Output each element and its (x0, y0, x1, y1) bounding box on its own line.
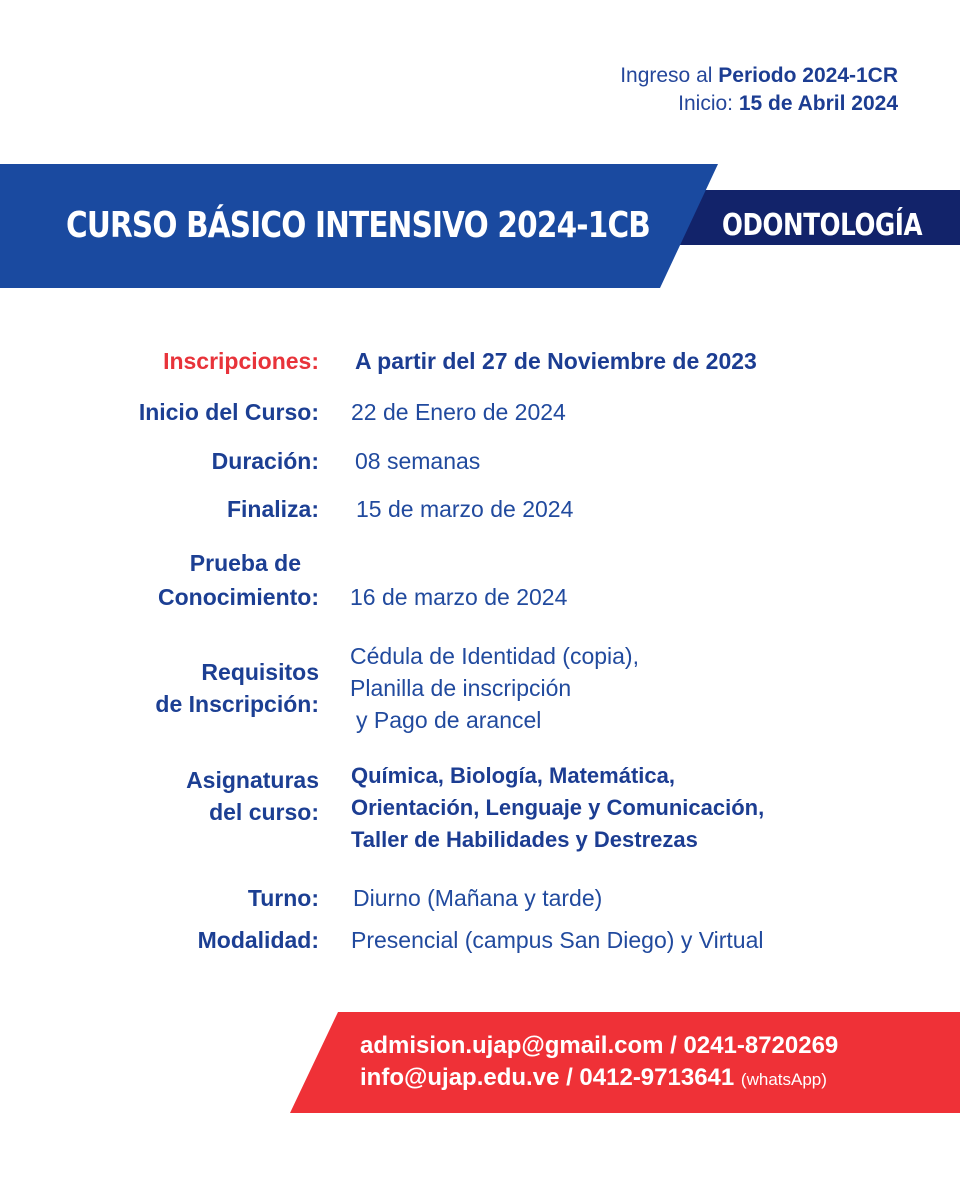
label-inscripciones: Inscripciones: (163, 348, 319, 374)
value-asignaturas (351, 760, 764, 856)
requisito-line: Planilla de inscripción (350, 675, 572, 701)
label-asignaturas-line1: Asignaturas (186, 767, 319, 793)
start-line (620, 90, 898, 118)
period-line (620, 62, 898, 90)
label-modalidad: Modalidad: (197, 927, 319, 953)
label-turno: Turno: (247, 885, 319, 911)
whatsapp-note: (whatsApp) (740, 1070, 827, 1089)
asignatura-line: Taller de Habilidades y Destrezas (351, 827, 698, 852)
period-prefix: Ingreso al (620, 64, 713, 87)
period-value: Periodo 2024-1CR (718, 64, 898, 87)
contact-info (360, 1030, 838, 1096)
asignatura-line: Química, Biología, Matemática, (351, 763, 675, 788)
value-prueba: 16 de marzo de 2024 (350, 584, 568, 610)
label-prueba-line2: Conocimiento: (158, 584, 319, 610)
label-asignaturas-line2: del curso: (209, 799, 319, 825)
label-requisitos-line2: de Inscripción: (155, 691, 319, 717)
value-requisitos (350, 640, 639, 736)
label-finaliza: Finaliza: (226, 496, 319, 522)
value-inscripciones: A partir del 27 de Noviembre de 2023 (355, 348, 757, 374)
value-modalidad: Presencial (campus San Diego) y Virtual (351, 927, 764, 953)
career-tag: ODONTOLOGÍA (722, 208, 923, 243)
value-duracion: 08 semanas (355, 448, 481, 474)
label-prueba-line1: Prueba de (189, 550, 301, 576)
value-finaliza: 15 de marzo de 2024 (356, 496, 574, 522)
contact-line-2[interactable] (360, 1062, 838, 1096)
label-requisitos-line1: Requisitos (201, 659, 319, 685)
start-value: 15 de Abril 2024 (738, 92, 898, 115)
requisito-line: Cédula de Identidad (copia), (350, 643, 639, 669)
value-turno: Diurno (Mañana y tarde) (353, 885, 603, 911)
admission-info (620, 62, 898, 118)
contact-line-1[interactable]: admision.ujap@gmail.com / 0241-8720269 (360, 1032, 839, 1059)
banner-title: CURSO BÁSICO INTENSIVO 2024-1CB (66, 205, 650, 246)
value-inicio: 22 de Enero de 2024 (351, 399, 566, 425)
label-inicio: Inicio del Curso: (138, 399, 319, 425)
contact-line-2-text[interactable]: info@ujap.edu.ve / 0412-9713641 (360, 1064, 735, 1091)
label-duracion: Duración: (211, 448, 319, 474)
start-prefix: Inicio: (678, 92, 734, 115)
requisito-line: y Pago de arancel (356, 707, 542, 733)
asignatura-line: Orientación, Lenguaje y Comunicación, (351, 795, 765, 820)
